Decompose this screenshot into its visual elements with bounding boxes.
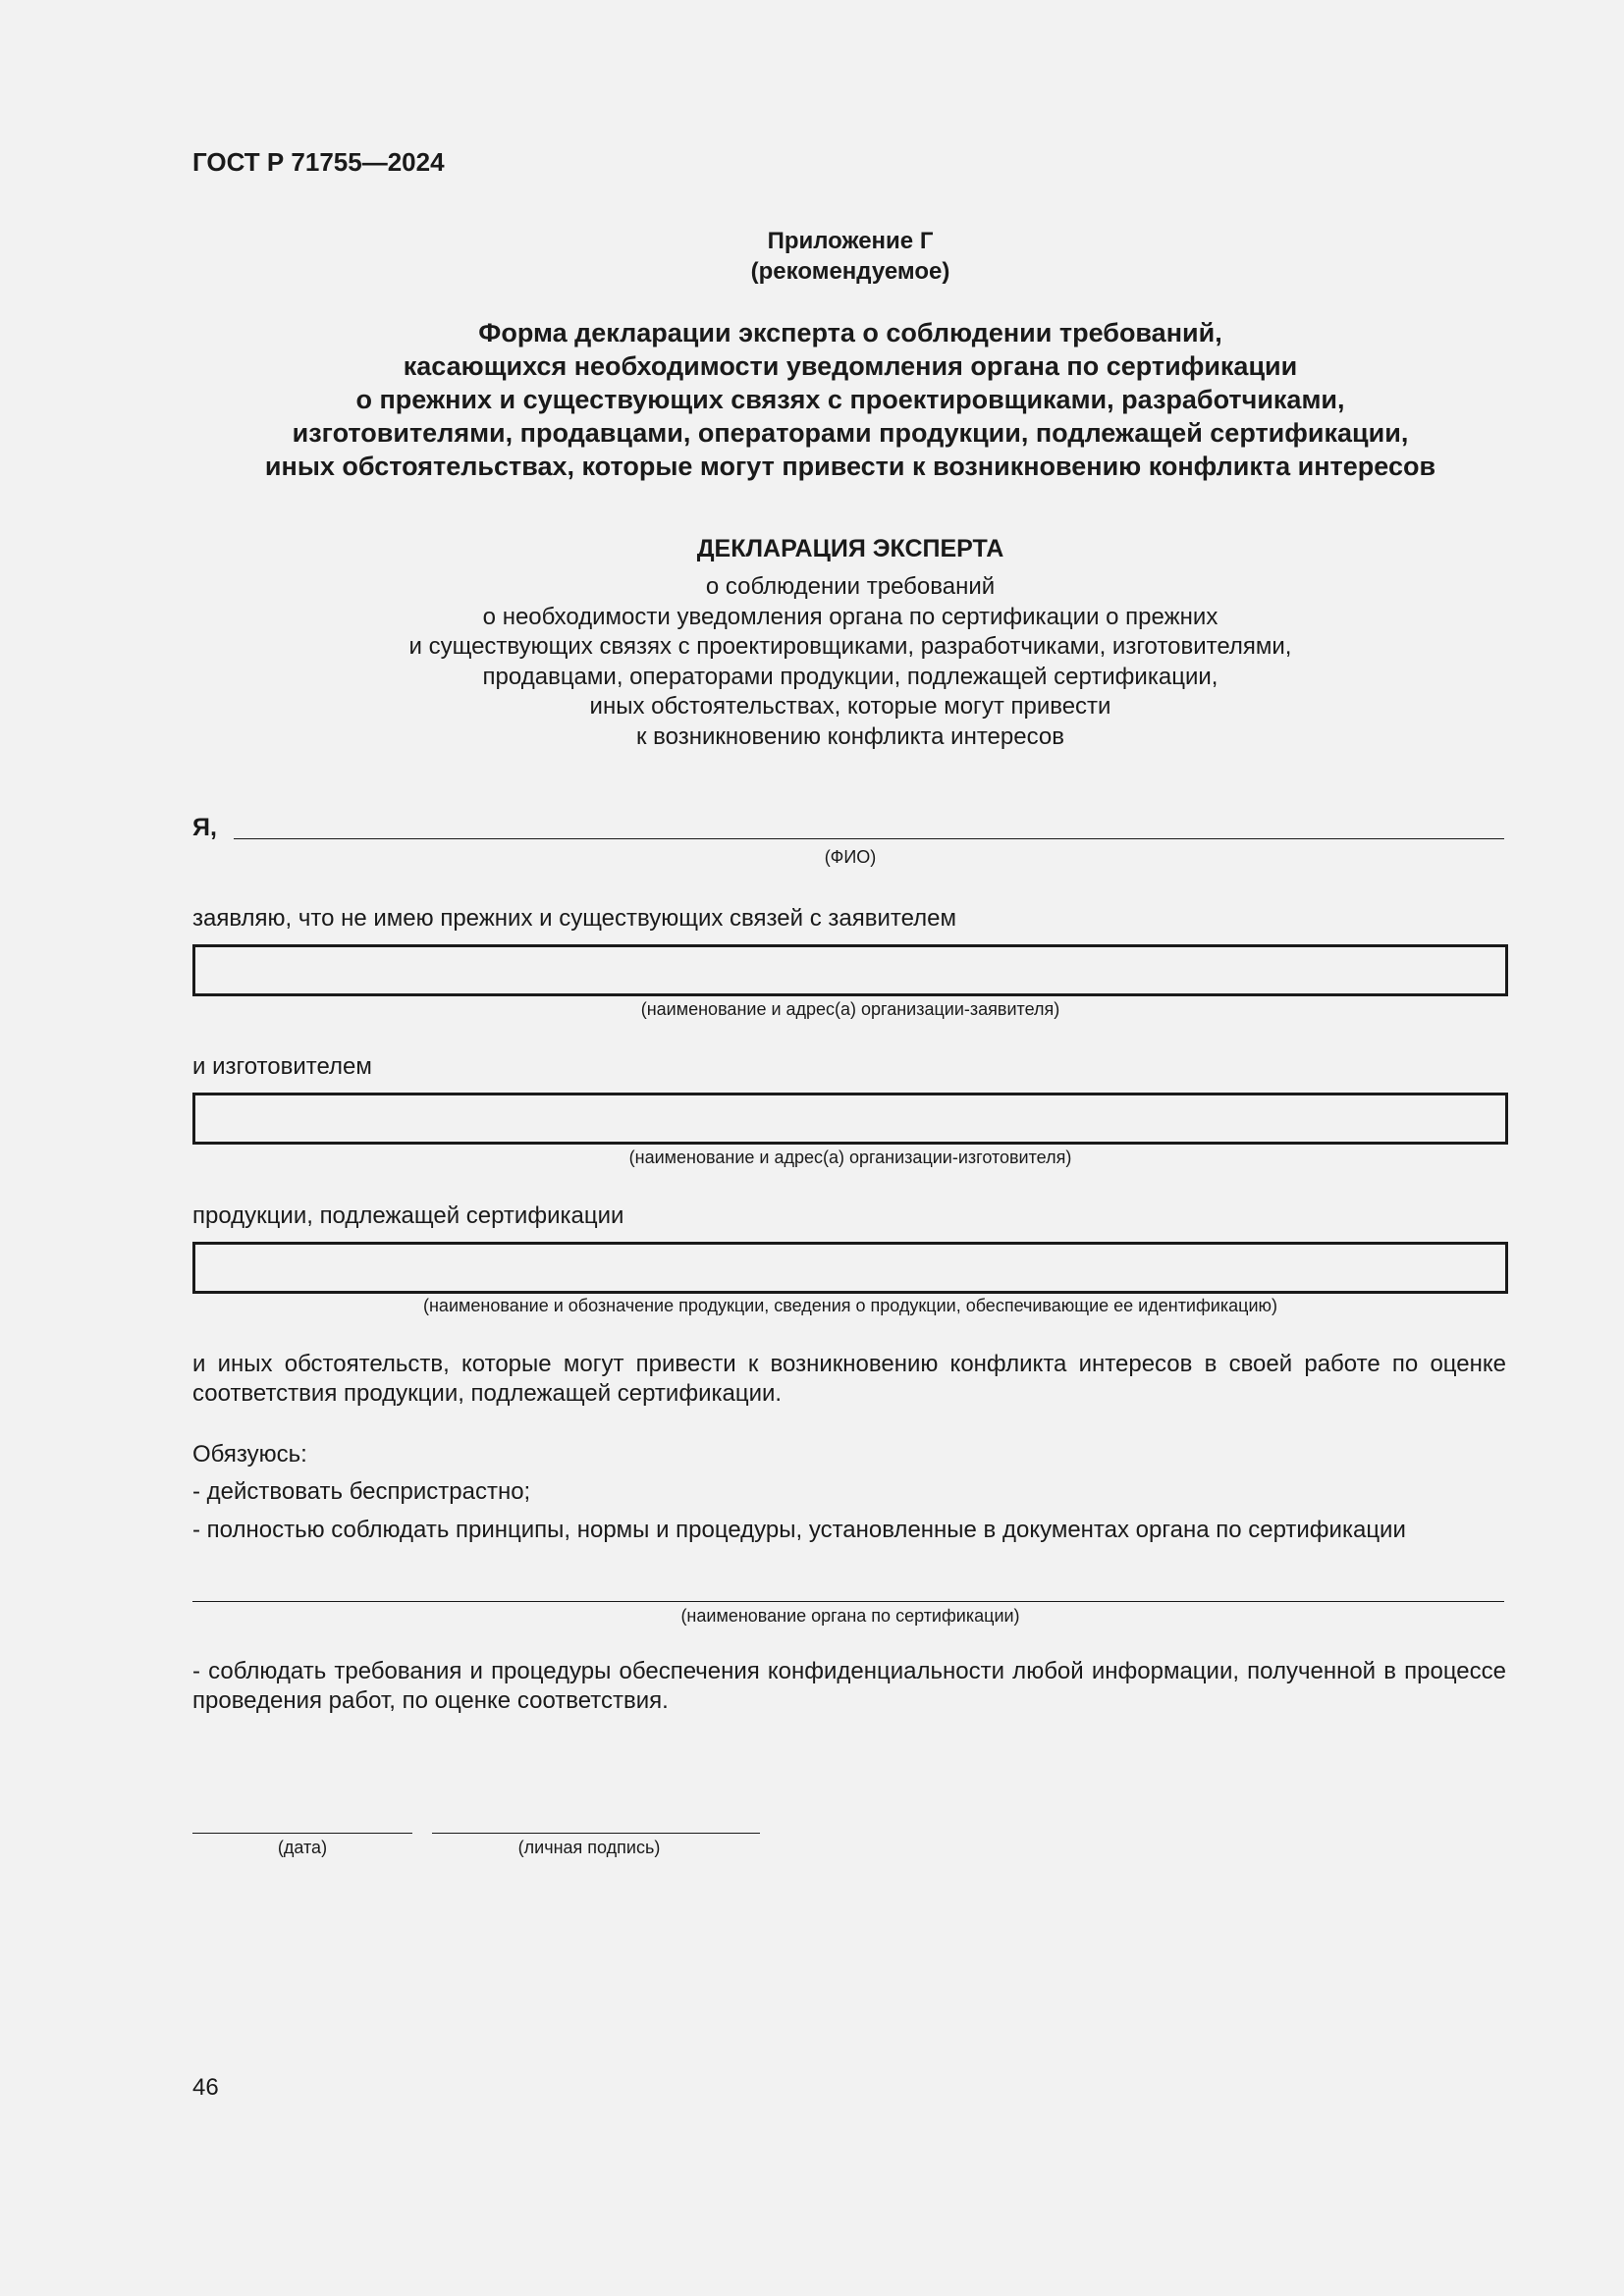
- fio-field[interactable]: [234, 838, 1504, 839]
- applicant-field[interactable]: [192, 944, 1508, 996]
- date-caption: (дата): [277, 1838, 328, 1857]
- oblige-item: - действовать беспристрастно;: [192, 1478, 531, 1505]
- form-title-line: изготовителями, продавцами, операторами продукции, подлежащей сертификации,: [292, 418, 1409, 448]
- declaration-subtitle-line: и существующих связях с проектировщиками, разработчиками, изготовителями,: [408, 633, 1292, 660]
- declaration-subtitle-line: продавцами, операторами продукции, подлежащей сертификации,: [482, 663, 1218, 690]
- i-label: Я,: [192, 814, 217, 841]
- product-caption: (наименование и обозначение продукции, сведения о продукции, обеспечивающие ее идентификацию): [423, 1296, 1277, 1315]
- circumstances-text: и иных обстоятельств, которые могут привести к возникновению конфликта интересов в своей работе по оценке соответствия продукции, подлежащей сертификации.: [192, 1351, 1506, 1407]
- signature-caption: (личная подпись): [517, 1838, 661, 1857]
- declaration-subtitle: [192, 572, 1508, 752]
- form-title: [192, 316, 1508, 483]
- manufacturer-field[interactable]: [192, 1093, 1508, 1145]
- declaration-subtitle-line: иных обстоятельствах, которые могут привести: [589, 693, 1111, 720]
- oblige-label: Обязуюсь:: [192, 1441, 307, 1468]
- appendix-title-line: Приложение Г: [767, 228, 934, 254]
- applicant-text: заявляю, что не имею прежних и существующих связей с заявителем: [192, 905, 956, 932]
- page-number: 46: [192, 2074, 219, 2101]
- oblige-item-confidentiality: - соблюдать требования и процедуры обеспечения конфиденциальности любой информации, полученной в процессе проведения работ, по оценке соответствия.: [192, 1658, 1506, 1714]
- form-title-line: о прежних и существующих связях с проектировщиками, разработчиками,: [355, 385, 1345, 414]
- document-code: ГОСТ Р 71755—2024: [192, 147, 445, 177]
- declaration-heading: ДЕКЛАРАЦИЯ ЭКСПЕРТА: [696, 535, 1004, 562]
- form-title-line: касающихся необходимости уведомления органа по сертификации: [403, 351, 1298, 381]
- product-field[interactable]: [192, 1242, 1508, 1294]
- fio-caption: (ФИО): [824, 847, 877, 867]
- appendix-status: (рекомендуемое): [750, 258, 950, 285]
- oblige-item: - полностью соблюдать принципы, нормы и процедуры, установленные в документах органа по сертификации: [192, 1517, 1406, 1543]
- form-title-line: иных обстоятельствах, которые могут привести к возникновению конфликта интересов: [264, 452, 1436, 481]
- applicant-caption: (наименование и адрес(а) организации-заявителя): [640, 999, 1060, 1019]
- product-text: продукции, подлежащей сертификации: [192, 1202, 624, 1229]
- certification-body-caption: (наименование органа по сертификации): [680, 1606, 1020, 1626]
- signature-field[interactable]: [432, 1833, 760, 1834]
- declaration-subtitle-line: о соблюдении требований: [705, 573, 996, 600]
- declaration-subtitle-line: к возникновению конфликта интересов: [636, 722, 1064, 750]
- certification-body-field[interactable]: [192, 1601, 1504, 1602]
- declaration-subtitle-line: о необходимости уведомления органа по сертификации о прежних: [482, 603, 1218, 630]
- form-title-line: Форма декларации эксперта о соблюдении требований,: [478, 318, 1222, 347]
- date-field[interactable]: [192, 1833, 412, 1834]
- appendix-title: [192, 226, 1508, 287]
- manufacturer-caption: (наименование и адрес(а) организации-изготовителя): [628, 1148, 1072, 1167]
- manufacturer-text: и изготовителем: [192, 1053, 372, 1080]
